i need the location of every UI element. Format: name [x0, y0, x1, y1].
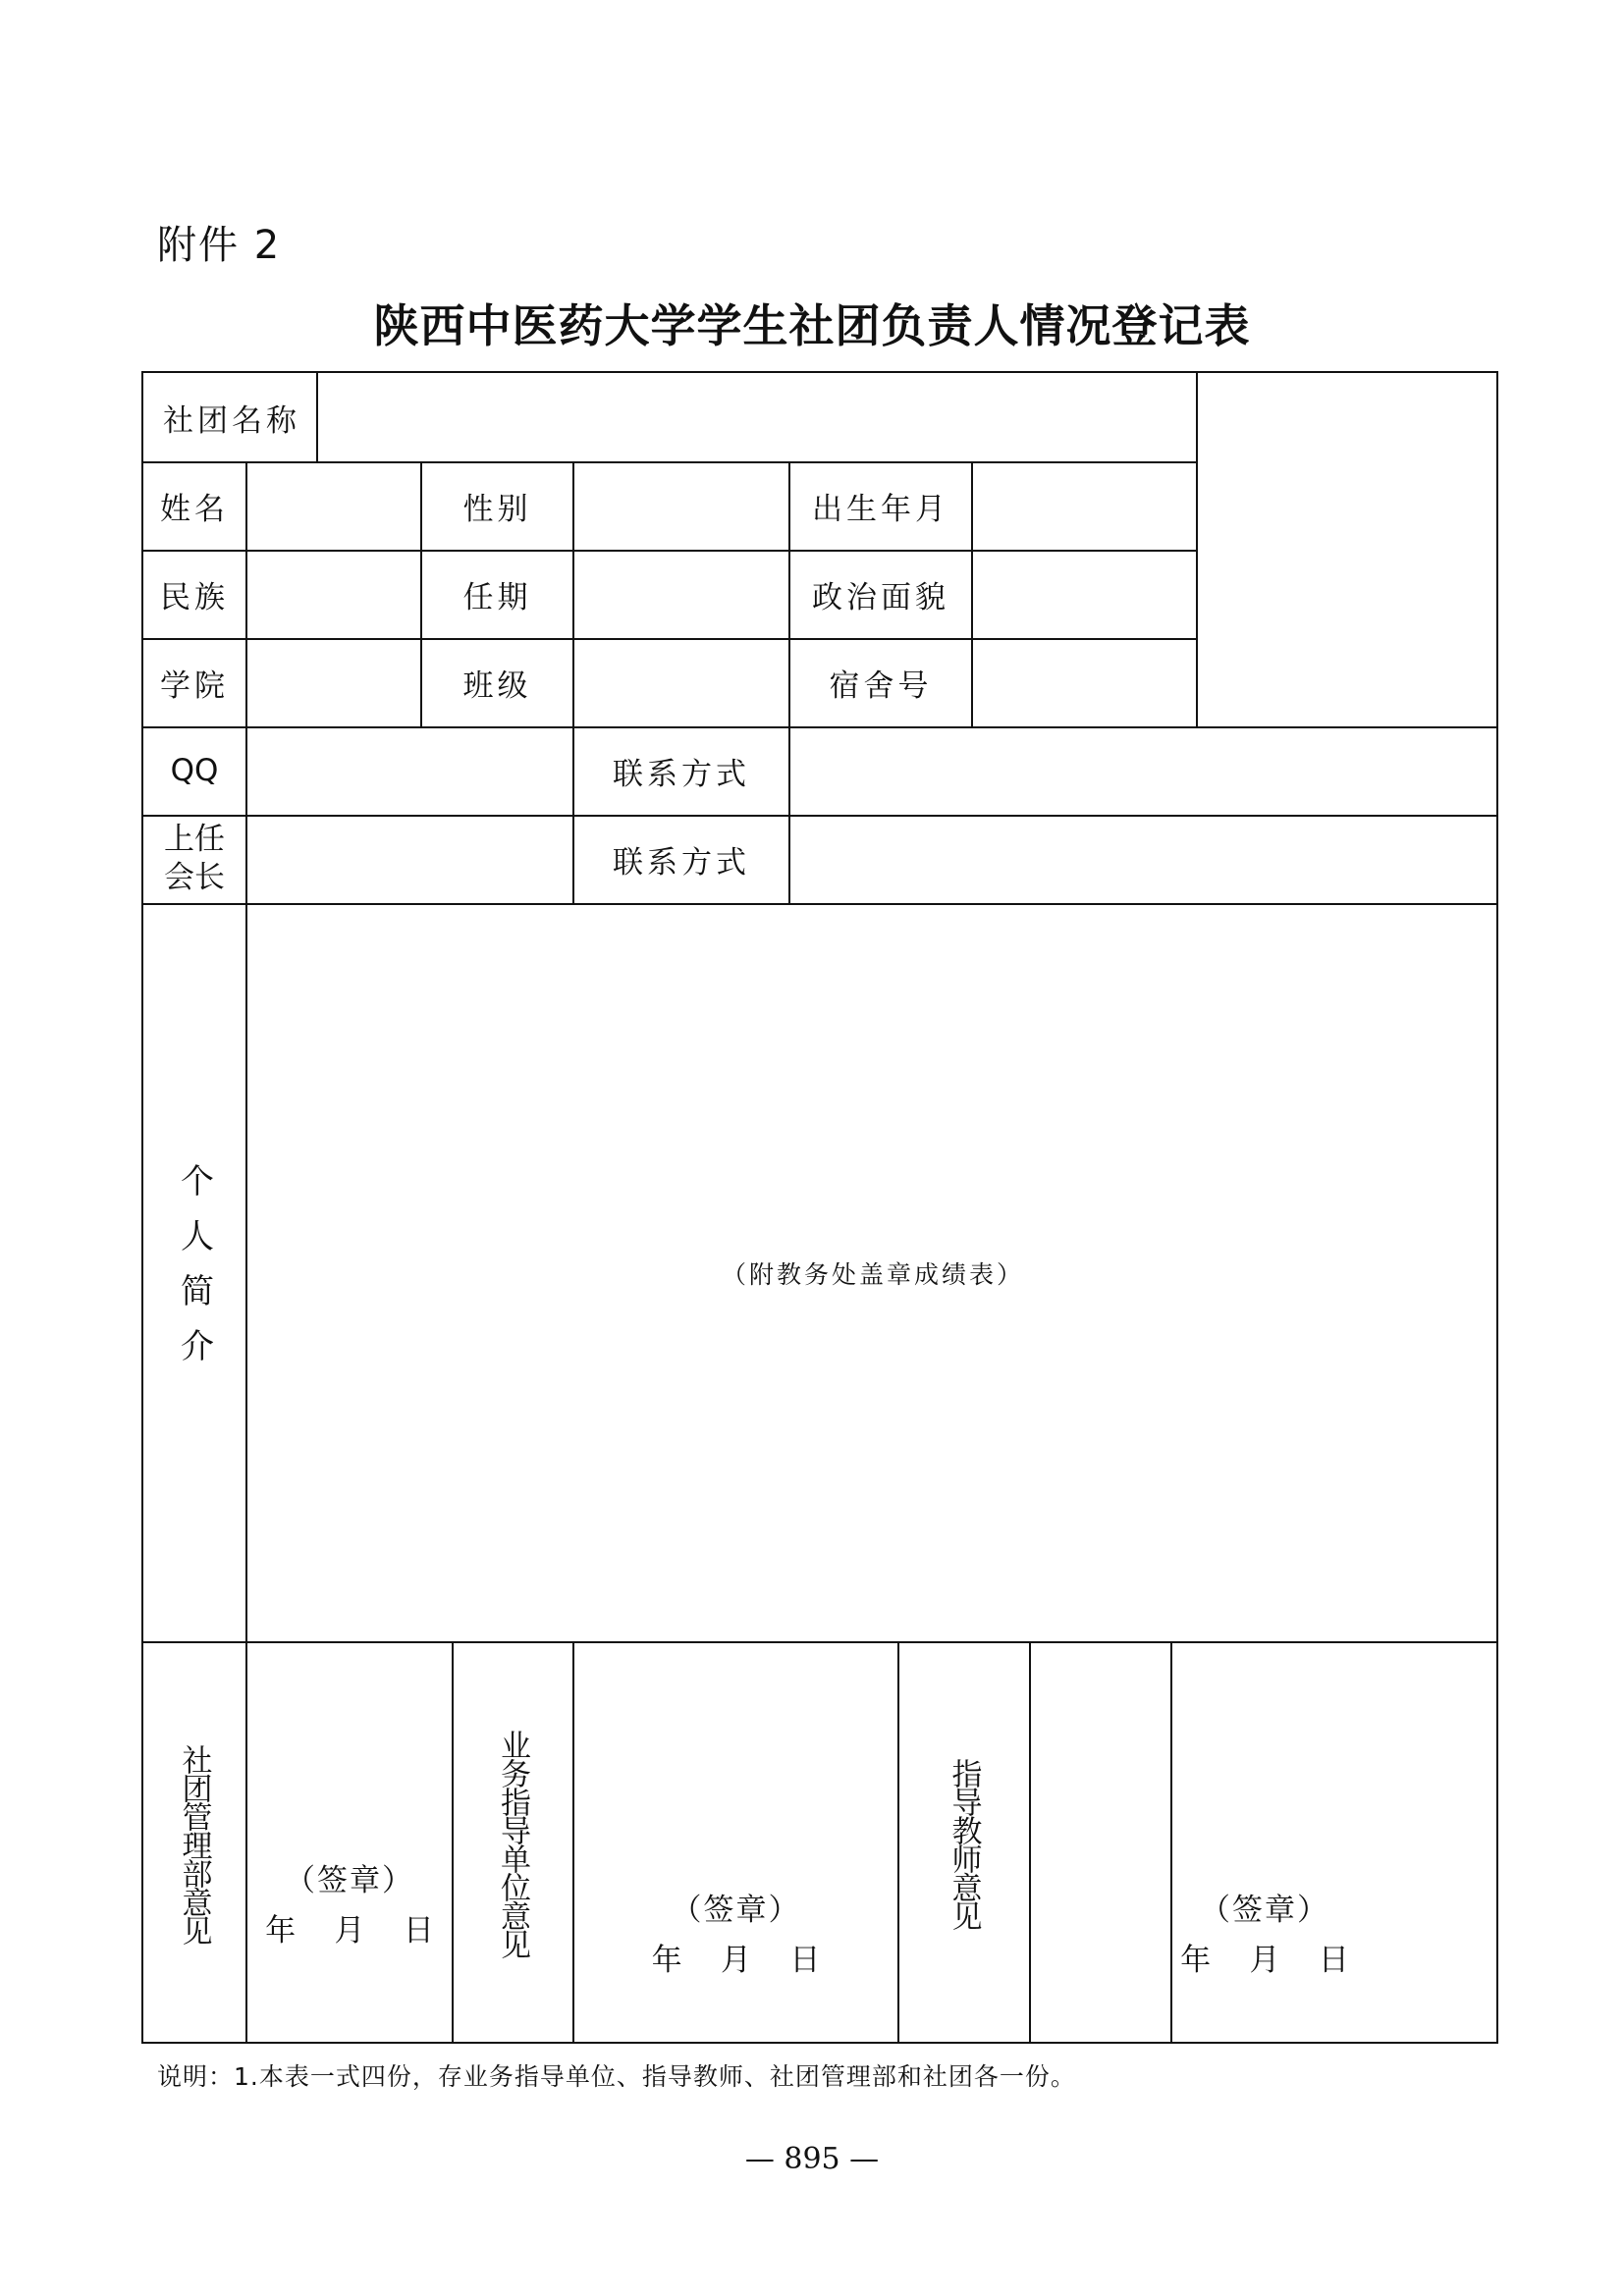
gender-field[interactable]	[574, 461, 788, 550]
seal-text: （签章）	[285, 1863, 414, 1898]
political-field[interactable]	[973, 550, 1196, 638]
contact-label-2: 联系方式	[613, 844, 750, 881]
page-title: 陕西中医药大学学生社团负责人情况登记表	[373, 299, 1251, 352]
grid-line	[1029, 1641, 1031, 2044]
college-label: 学院	[160, 667, 229, 704]
club-mgmt-signature[interactable]	[247, 1855, 452, 1949]
date-text: 年 月 日	[651, 1943, 821, 1978]
club-name-label: 社团名称	[163, 402, 300, 439]
prev-president-label-line2: 会长	[164, 860, 225, 895]
footnote: 说明：1.本表一式四份，存业务指导单位、指导教师、社团管理部和社团各一份。	[157, 2062, 1076, 2091]
ethnicity-field[interactable]	[247, 550, 420, 638]
page-number: — 895 —	[744, 2142, 880, 2176]
grid-line	[572, 1641, 574, 2044]
club-mgmt-label: 社团管理部意见	[176, 1743, 212, 1944]
profile-note: （附教务处盖章成绩表）	[721, 1260, 1024, 1289]
name-label: 姓名	[160, 491, 229, 527]
business-unit-label: 业务指导单位意见	[495, 1730, 530, 1957]
birth-label: 出生年月	[812, 491, 949, 527]
club-name-field[interactable]	[318, 373, 1196, 461]
term-label: 任期	[462, 579, 532, 615]
photo-box	[1198, 373, 1498, 726]
contact-label: 联系方式	[613, 756, 750, 792]
date-text: 年 月 日	[265, 1913, 434, 1949]
class-field[interactable]	[574, 638, 788, 726]
advisor-signature[interactable]	[1031, 1885, 1498, 1979]
prev-president-label-line1: 上任	[164, 822, 225, 858]
qq-label: QQ	[170, 753, 219, 788]
grid-line	[143, 1641, 1498, 1643]
date-text: 年 月 日	[1180, 1943, 1349, 1978]
advisor-label: 指导教师意见	[946, 1758, 982, 1929]
prev-president-label	[143, 815, 245, 903]
contact-field[interactable]	[790, 726, 1498, 815]
name-field[interactable]	[247, 461, 420, 550]
political-label: 政治面貌	[812, 579, 949, 615]
profile-field[interactable]	[247, 905, 1498, 1641]
seal-text: （签章）	[671, 1893, 801, 1928]
dorm-field[interactable]	[973, 638, 1196, 726]
college-field[interactable]	[247, 638, 420, 726]
attachment-label: 附件 2	[157, 223, 282, 268]
term-field[interactable]	[574, 550, 788, 638]
contact-field-2[interactable]	[790, 815, 1498, 903]
grid-line	[1170, 1641, 1172, 2044]
registration-form-table	[141, 371, 1498, 2044]
gender-label: 性别	[462, 491, 532, 527]
qq-field[interactable]	[247, 726, 572, 815]
class-label: 班级	[462, 667, 532, 704]
business-unit-signature[interactable]	[574, 1885, 897, 1979]
seal-text: （签章）	[1200, 1893, 1329, 1928]
profile-label: 个人简介	[174, 1163, 214, 1383]
ethnicity-label: 民族	[160, 579, 229, 615]
birth-field[interactable]	[973, 461, 1196, 550]
dorm-label: 宿舍号	[829, 667, 933, 704]
prev-president-field[interactable]	[247, 815, 572, 903]
